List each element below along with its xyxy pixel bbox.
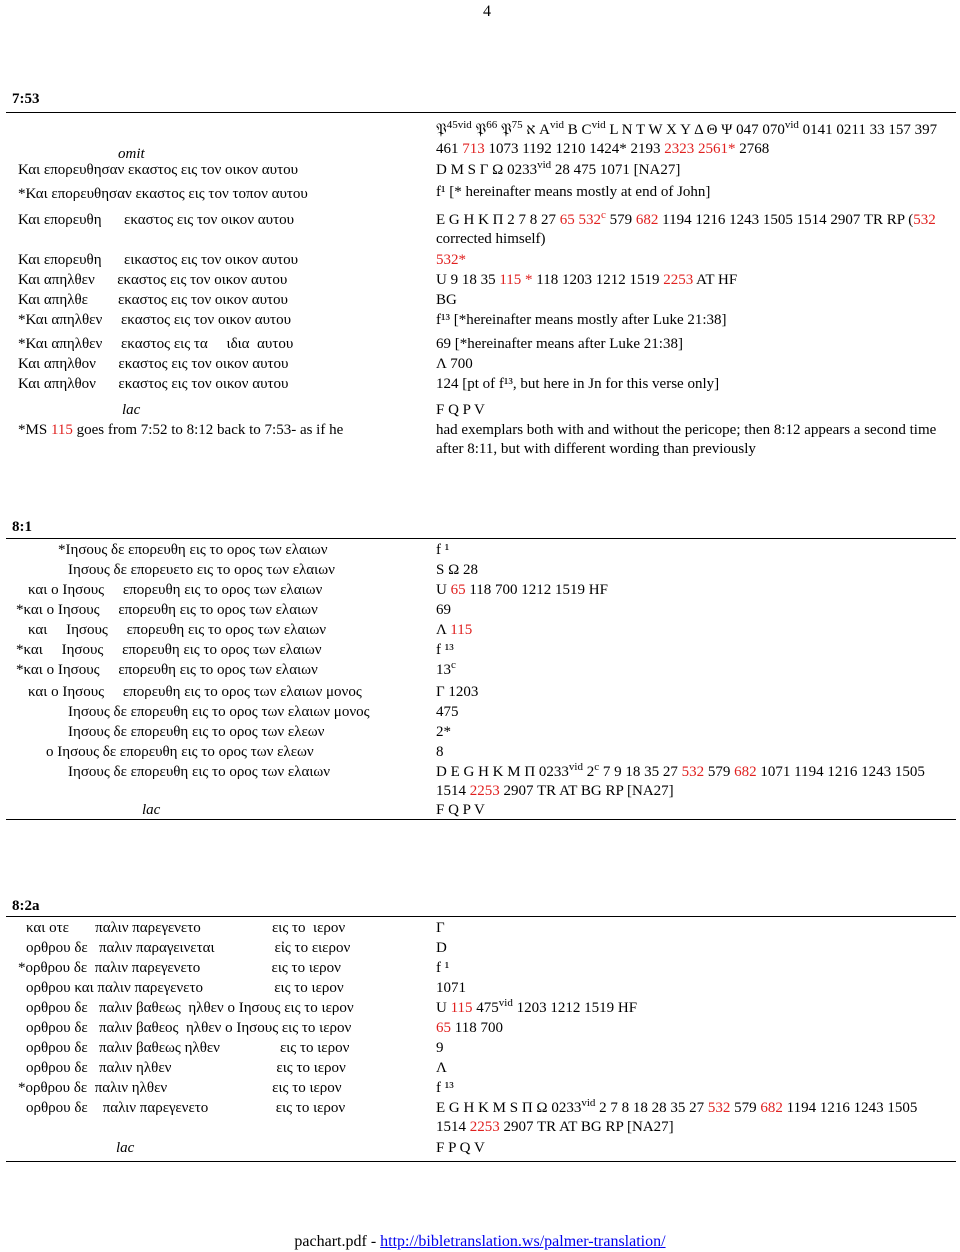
witness-list	[436, 763, 951, 801]
greek-reading: Ιησους δε επορευετο εις το ορος των ελαιων	[68, 562, 335, 578]
variant-row	[6, 621, 956, 641]
witness-text: Λ	[436, 1060, 447, 1076]
witness-text: f¹ [* hereinafter means mostly at end of John]	[436, 184, 711, 200]
witness-text: f ¹³	[436, 642, 454, 658]
greek-reading: ο Ιησους δε επορευθη εις το ορος των ελεων	[46, 744, 314, 760]
section-label: 8:2a	[12, 898, 40, 914]
witness-text: 2	[582, 764, 595, 780]
witness-text: f ¹³	[436, 1080, 454, 1096]
witness-list	[436, 801, 951, 820]
variant-row	[6, 641, 956, 661]
greek-reading: *ορθρου δε παλιν ηλθεν εις το ιερον	[18, 1080, 342, 1096]
variant-row	[6, 723, 956, 743]
witness-list	[436, 561, 951, 580]
variant-table-7-53	[6, 112, 956, 461]
witness-text: D M S Γ Ω 0233	[436, 162, 538, 178]
greek-reading: και ο Ιησους επορευθη εις το ορος των ελαιων μονος	[28, 684, 362, 700]
witness-list	[436, 723, 951, 742]
witness-text: 9	[436, 1040, 444, 1056]
witness-text: 𝔓	[497, 122, 512, 138]
witness-text: E G H K Π 2 7 8 27	[436, 212, 560, 228]
witness-list	[436, 621, 951, 640]
witness-text: B C	[564, 122, 592, 138]
witness-list	[436, 1039, 951, 1058]
witness-list	[436, 375, 951, 394]
witness-text: had exemplars both with and without the pericope; then 8:12 appears a second time after 8:11, but with different wording than previously	[436, 422, 937, 457]
witness-list	[436, 1019, 951, 1038]
witness-text: U 9 18 35	[436, 272, 500, 288]
variant-row	[6, 541, 956, 561]
greek-reading: ορθρου δε παλιν ηλθεν εις το ιερον	[26, 1060, 346, 1076]
witness-text: c	[594, 761, 600, 773]
witness-list	[436, 1059, 951, 1078]
witness-highlighted: 532*	[436, 252, 466, 268]
witness-list	[436, 183, 951, 202]
greek-reading: και ο Ιησους επορευθη εις το ορος των ελαιων	[28, 582, 323, 598]
witness-text: 124 [pt of f¹³, but here in Jn for this verse only]	[436, 376, 720, 392]
greek-reading: *Και απηλθεν εκαστος εις τον οικον αυτου	[18, 312, 291, 328]
witness-highlighted: 2323 2561*	[664, 140, 736, 157]
witness-highlighted: 65	[450, 582, 466, 598]
witness-highlighted: 2253	[469, 1118, 500, 1135]
witness-text: S Ω 28	[436, 562, 478, 578]
witness-text: AT HF	[693, 272, 738, 288]
footer-link[interactable]: http://bibletranslation.ws/palmer-translation/	[380, 1233, 666, 1250]
witness-list	[436, 291, 951, 310]
variant-row	[6, 763, 956, 803]
greek-reading: *και Ιησους επορευθη εις το ορος των ελαιων	[16, 642, 322, 658]
section-label: 7:53	[12, 91, 40, 107]
witness-highlighted: 2253	[663, 272, 694, 288]
witness-text: vid	[498, 997, 513, 1009]
greek-reading: ορθρου δε παλιν παρεγενετο εις το ιερον	[26, 1100, 346, 1116]
witness-text: F P Q V	[436, 1140, 485, 1156]
footer	[0, 1232, 960, 1252]
witness-list	[436, 401, 951, 420]
witness-highlighted: 682	[635, 212, 659, 228]
footer-file: pachart.pdf	[294, 1233, 367, 1250]
witness-text: F Q P V	[436, 402, 485, 418]
witness-text: vid	[784, 119, 799, 131]
variant-row	[6, 979, 956, 999]
greek-reading: ορθρου δε παλιν παραγεινεται εἰς το ειερον	[26, 940, 351, 956]
lacuna-label: lac	[116, 1140, 135, 1156]
witness-highlighted: c	[601, 209, 606, 221]
witness-list	[436, 939, 951, 958]
witness-highlighted: 532	[913, 212, 936, 228]
witness-highlighted: 532	[707, 1100, 731, 1116]
greek-reading: και οτε παλιν παρεγενετο εις το ιερον	[26, 920, 346, 936]
witness-text: 1194 1216 1243 1505 1514 2907 TR RP (	[658, 212, 914, 228]
witness-text: 75	[511, 119, 523, 131]
witness-text: BG	[436, 292, 457, 308]
witness-text: vid	[549, 119, 565, 131]
greek-reading: ορθρου δε παλιν βαθεως ηλθεν εις το ιερον	[26, 1040, 350, 1056]
greek-reading: *και ο Ιησους επορευθη εις το ορος των ελαιων	[16, 662, 318, 678]
witness-text: 579	[704, 764, 735, 780]
witness-list	[436, 541, 951, 560]
witness-highlighted: 115	[50, 422, 73, 438]
variant-row	[6, 311, 956, 337]
variant-row	[6, 1019, 956, 1039]
witness-text: 𝔓	[471, 122, 487, 138]
witness-text: vid	[581, 1097, 596, 1109]
witness-highlighted: 65	[436, 1020, 451, 1036]
greek-reading: Και απηλθον εκαστος εις τον οικον αυτου	[18, 376, 289, 392]
witness-list	[436, 979, 951, 998]
witness-text: 𝔓	[436, 122, 447, 138]
variant-row	[6, 1079, 956, 1099]
greek-reading: ορθρου δε παλιν βαθεως ηλθεν ο Ιησους εις το ιερον	[26, 1000, 354, 1016]
variant-row	[6, 999, 956, 1019]
witness-text: 118 700	[451, 1020, 503, 1036]
witness-list	[436, 683, 951, 702]
variant-row	[6, 1059, 956, 1079]
variant-row	[6, 271, 956, 291]
witness-highlighted: 713	[462, 140, 485, 157]
witness-text: 475	[472, 1000, 499, 1016]
witness-text: E G H K M S Π Ω 0233	[436, 1100, 582, 1116]
greek-reading: και Ιησους επορευθη εις το ορος των ελαιων	[28, 622, 327, 638]
witness-text: vid	[568, 761, 583, 773]
greek-reading: *ορθρου δε παλιν παρεγενετο εις το ιερον	[18, 960, 341, 976]
variant-row	[6, 683, 956, 703]
variant-row	[6, 743, 956, 763]
variant-row	[6, 251, 956, 271]
witness-list	[436, 743, 951, 762]
witness-text: 2768	[735, 140, 770, 157]
greek-reading: ορθρου δε παλιν βαθεος ηλθεν ο Ιησους εις το ιερον	[26, 1020, 352, 1036]
greek-reading: *Και επορευθησαν εκαστος εις τον τοπον αυτου	[18, 186, 308, 202]
witness-highlighted: 682	[734, 764, 757, 780]
page-number: 4	[483, 3, 491, 20]
variant-row	[6, 561, 956, 581]
witness-text: 2907 TR AT BG RP [NA27]	[499, 782, 674, 799]
witness-list	[436, 641, 951, 660]
witness-text: D	[436, 940, 447, 956]
witness-text: U	[436, 1000, 451, 1016]
variant-row	[6, 801, 956, 821]
witness-text: 1073 1192 1210 1424* 2193	[484, 140, 665, 157]
witness-text: 1194 1216 1243 1505 1514	[436, 1100, 918, 1135]
witness-highlighted: 115	[450, 1000, 473, 1016]
witness-text: f ¹	[436, 542, 450, 558]
variant-row	[6, 375, 956, 401]
witness-text: vid	[591, 119, 606, 131]
witness-highlighted: 2253	[469, 782, 500, 799]
witness-text: 1071 1194 1216 1243 1505 1514	[436, 764, 925, 799]
greek-reading	[18, 421, 343, 440]
witness-list	[436, 999, 951, 1018]
witness-text: 1071	[436, 980, 466, 996]
witness-list	[436, 959, 951, 978]
section-label: 8:1	[12, 519, 32, 535]
greek-reading: Και απηλθον εκαστος εις τον οικον αυτου	[18, 356, 289, 372]
witness-text: 0141 0211 33 157 397 461	[436, 122, 938, 157]
witness-text: 69 [*hereinafter means after Luke 21:38]	[436, 336, 683, 352]
witness-list	[436, 161, 951, 180]
variant-row	[6, 601, 956, 621]
greek-reading: Και απηλθε εκαστος εις τον οικον αυτου	[18, 292, 288, 308]
witness-text: 8	[436, 744, 444, 760]
greek-reading: *Ιησους δε επορευθη εις το ορος των ελαιων	[58, 542, 328, 558]
witness-text: 7 9 18 35 27	[599, 764, 682, 780]
variant-row	[6, 335, 956, 355]
variant-row	[6, 161, 956, 183]
witness-list	[436, 271, 951, 290]
witness-list	[436, 211, 951, 249]
witness-list	[436, 601, 951, 620]
variant-row	[6, 661, 956, 683]
witness-highlighted: 682	[760, 1100, 783, 1116]
witness-text: Γ 1203	[436, 684, 479, 700]
witness-text: 475	[436, 704, 459, 720]
greek-reading: Και επορευθησαν εκαστος εις τον οικον αυτου	[18, 162, 299, 178]
witness-text: Λ 700	[436, 356, 473, 372]
variant-row	[6, 211, 956, 251]
witness-text: 579	[730, 1100, 761, 1116]
variant-row	[6, 703, 956, 723]
witness-text: 13	[436, 662, 451, 678]
witness-list	[436, 251, 951, 270]
variant-row	[6, 581, 956, 601]
witness-text: 2907 TR AT BG RP [NA27]	[499, 1118, 674, 1135]
variant-row	[6, 1139, 956, 1159]
witness-text: 69	[436, 602, 451, 618]
witness-highlighted: 115 *	[499, 272, 533, 288]
greek-reading: Και επορευθη εκαστος εις τον οικον αυτου	[18, 212, 295, 228]
greek-reading: Ιησους δε επορευθη εις το ορος των ελεων	[68, 724, 325, 740]
witness-list	[436, 1099, 951, 1137]
witness-list	[436, 311, 951, 330]
greek-reading: Ιησους δε επορευθη εις το ορος των ελαιων μονος	[68, 704, 370, 720]
witness-text: 66	[486, 119, 498, 131]
witness-text: f¹³ [*hereinafter means mostly after Luke 21:38]	[436, 312, 727, 328]
variant-row	[6, 183, 956, 211]
variant-row	[6, 959, 956, 979]
greek-reading: Ιησους δε επορευθη εις το ορος των ελαιων	[68, 764, 331, 780]
witness-text: 118 1203 1212 1519	[532, 272, 664, 288]
witness-text: F Q P V	[436, 802, 485, 818]
witness-list	[436, 121, 951, 159]
greek-reading: Και επορευθη εικαστος εις τον οικον αυτου	[18, 252, 299, 268]
witness-text: Λ	[436, 622, 451, 638]
witness-text: 28 475 1071 [NA27]	[551, 162, 681, 178]
witness-list	[436, 919, 951, 938]
witness-text: goes from 7:52 to 8:12 back to 7:53- as if he	[72, 422, 344, 438]
variant-table-8-2a	[6, 916, 956, 1162]
witness-highlighted: 115	[450, 622, 473, 638]
variant-row	[6, 919, 956, 939]
witness-text: 45vid	[446, 119, 472, 131]
witness-text: f ¹	[436, 960, 450, 976]
witness-list	[436, 1079, 951, 1098]
greek-reading: *και ο Ιησους επορευθη εις το ορος των ελαιων	[16, 602, 318, 618]
variant-row	[6, 1099, 956, 1139]
footer-separator: -	[366, 1233, 381, 1250]
witness-list	[436, 1139, 951, 1158]
witness-text: c	[451, 659, 456, 671]
variant-row	[6, 421, 956, 461]
variant-row	[6, 401, 956, 421]
witness-highlighted: 65 532	[559, 212, 601, 228]
lacuna-label: lac	[122, 402, 141, 418]
variant-row	[6, 355, 956, 375]
variant-row	[6, 291, 956, 311]
witness-list	[436, 581, 951, 600]
witness-text: 2 7 8 18 28 35 27	[595, 1100, 708, 1116]
witness-list	[436, 661, 951, 680]
witness-list	[436, 703, 951, 722]
witness-text: U	[436, 582, 451, 598]
witness-text: Γ	[436, 920, 445, 936]
greek-reading: *Και απηλθεν εκαστος εις τα ιδια αυτου	[18, 336, 294, 352]
witness-text: D E G H K M Π 0233	[436, 764, 569, 780]
witness-text: *MS	[18, 422, 51, 438]
witness-list	[436, 355, 951, 374]
omit-label: omit	[118, 146, 145, 162]
witness-list	[436, 421, 951, 459]
witness-text: א A	[522, 122, 550, 138]
witness-text: 1203 1212 1519 HF	[512, 1000, 638, 1016]
variant-row	[6, 121, 956, 161]
variant-row	[6, 939, 956, 959]
witness-highlighted: 532	[681, 764, 705, 780]
greek-reading: ορθρου και παλιν παρεγενετο εις το ιερον	[26, 980, 344, 996]
witness-text: corrected himself)	[436, 230, 546, 247]
witness-text: vid	[537, 159, 552, 171]
witness-list	[436, 335, 951, 354]
lacuna-label: lac	[142, 802, 161, 818]
variant-table-8-1	[6, 538, 956, 820]
witness-text: 579	[605, 212, 636, 228]
witness-text: 2*	[436, 724, 451, 740]
witness-text: 118 700 1212 1519 HF	[465, 582, 608, 598]
greek-reading: Και απηλθεν εκαστος εις τον οικον αυτου	[18, 272, 288, 288]
witness-text: L N T W X Y Δ Θ Ψ 047 070	[605, 122, 785, 138]
variant-row	[6, 1039, 956, 1059]
